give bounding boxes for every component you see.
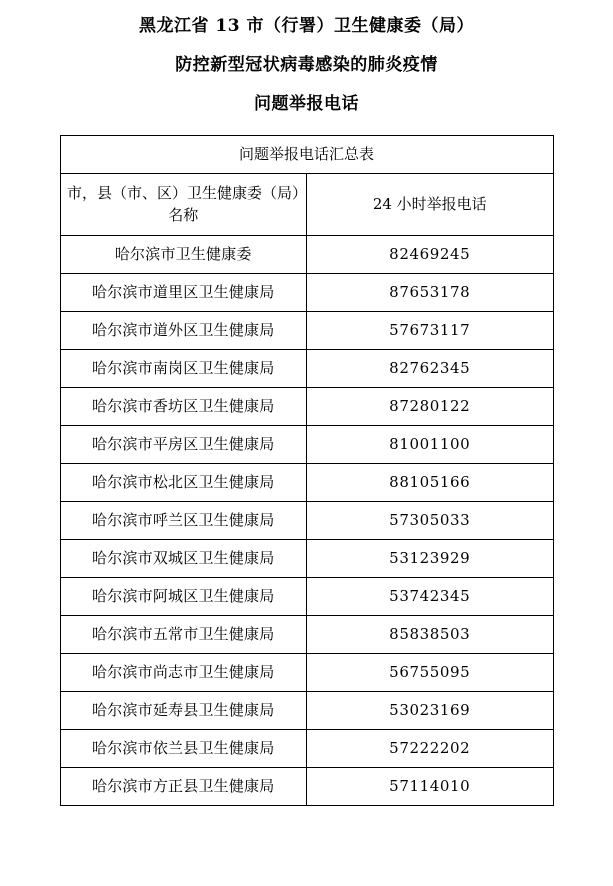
cell-phone: 57673117 xyxy=(307,312,554,350)
cell-phone: 57114010 xyxy=(307,768,554,806)
table-row xyxy=(60,274,553,312)
page-title-line-3: 问题举报电话 xyxy=(254,94,359,114)
cell-name: 哈尔滨市阿城区卫生健康局 xyxy=(60,578,307,616)
table-row xyxy=(60,426,553,464)
table-row xyxy=(60,768,553,806)
table-row xyxy=(60,540,553,578)
cell-phone: 85838503 xyxy=(307,616,554,654)
table-row xyxy=(60,464,553,502)
cell-name: 哈尔滨市尚志市卫生健康局 xyxy=(60,654,307,692)
cell-phone: 57305033 xyxy=(307,502,554,540)
cell-phone: 53023169 xyxy=(307,692,554,730)
hotline-table-body xyxy=(60,136,553,806)
table-row xyxy=(60,236,553,274)
cell-phone: 87280122 xyxy=(307,388,554,426)
cell-phone: 88105166 xyxy=(307,464,554,502)
cell-name: 哈尔滨市道外区卫生健康局 xyxy=(60,312,307,350)
column-header-phone: 24 小时举报电话 xyxy=(307,174,554,236)
cell-name: 哈尔滨市平房区卫生健康局 xyxy=(60,426,307,464)
cell-name: 哈尔滨市延寿县卫生健康局 xyxy=(60,692,307,730)
page-title-line-2: 防控新型冠状病毒感染的肺炎疫情 xyxy=(175,55,438,75)
cell-phone: 87653178 xyxy=(307,274,554,312)
cell-name: 哈尔滨市南岗区卫生健康局 xyxy=(60,350,307,388)
cell-phone: 53123929 xyxy=(307,540,554,578)
table-row xyxy=(60,616,553,654)
table-caption-row xyxy=(60,136,553,174)
column-header-name: 市，县（市、区）卫生健康委（局）名称 xyxy=(60,174,307,236)
table-row xyxy=(60,692,553,730)
cell-phone: 57222202 xyxy=(307,730,554,768)
table-row xyxy=(60,578,553,616)
table-row xyxy=(60,312,553,350)
cell-phone: 53742345 xyxy=(307,578,554,616)
cell-phone: 56755095 xyxy=(307,654,554,692)
table-row xyxy=(60,350,553,388)
cell-name: 哈尔滨市双城区卫生健康局 xyxy=(60,540,307,578)
table-caption: 问题举报电话汇总表 xyxy=(60,136,553,174)
hotline-table xyxy=(60,135,554,806)
document-page xyxy=(0,18,613,886)
cell-name: 哈尔滨市松北区卫生健康局 xyxy=(60,464,307,502)
cell-name: 哈尔滨市香坊区卫生健康局 xyxy=(60,388,307,426)
cell-name: 哈尔滨市五常市卫生健康局 xyxy=(60,616,307,654)
table-header-row xyxy=(60,174,553,236)
table-row xyxy=(60,502,553,540)
table-row xyxy=(60,654,553,692)
cell-name: 哈尔滨市道里区卫生健康局 xyxy=(60,274,307,312)
table-row xyxy=(60,388,553,426)
cell-phone: 82762345 xyxy=(307,350,554,388)
cell-name: 哈尔滨市呼兰区卫生健康局 xyxy=(60,502,307,540)
cell-name: 哈尔滨市依兰县卫生健康局 xyxy=(60,730,307,768)
cell-name: 哈尔滨市卫生健康委 xyxy=(60,236,307,274)
page-title-line-1: 黑龙江省 13 市（行署）卫生健康委（局） xyxy=(139,16,474,36)
cell-name: 哈尔滨市方正县卫生健康局 xyxy=(60,768,307,806)
table-row xyxy=(60,730,553,768)
cell-phone: 82469245 xyxy=(307,236,554,274)
cell-phone: 81001100 xyxy=(307,426,554,464)
